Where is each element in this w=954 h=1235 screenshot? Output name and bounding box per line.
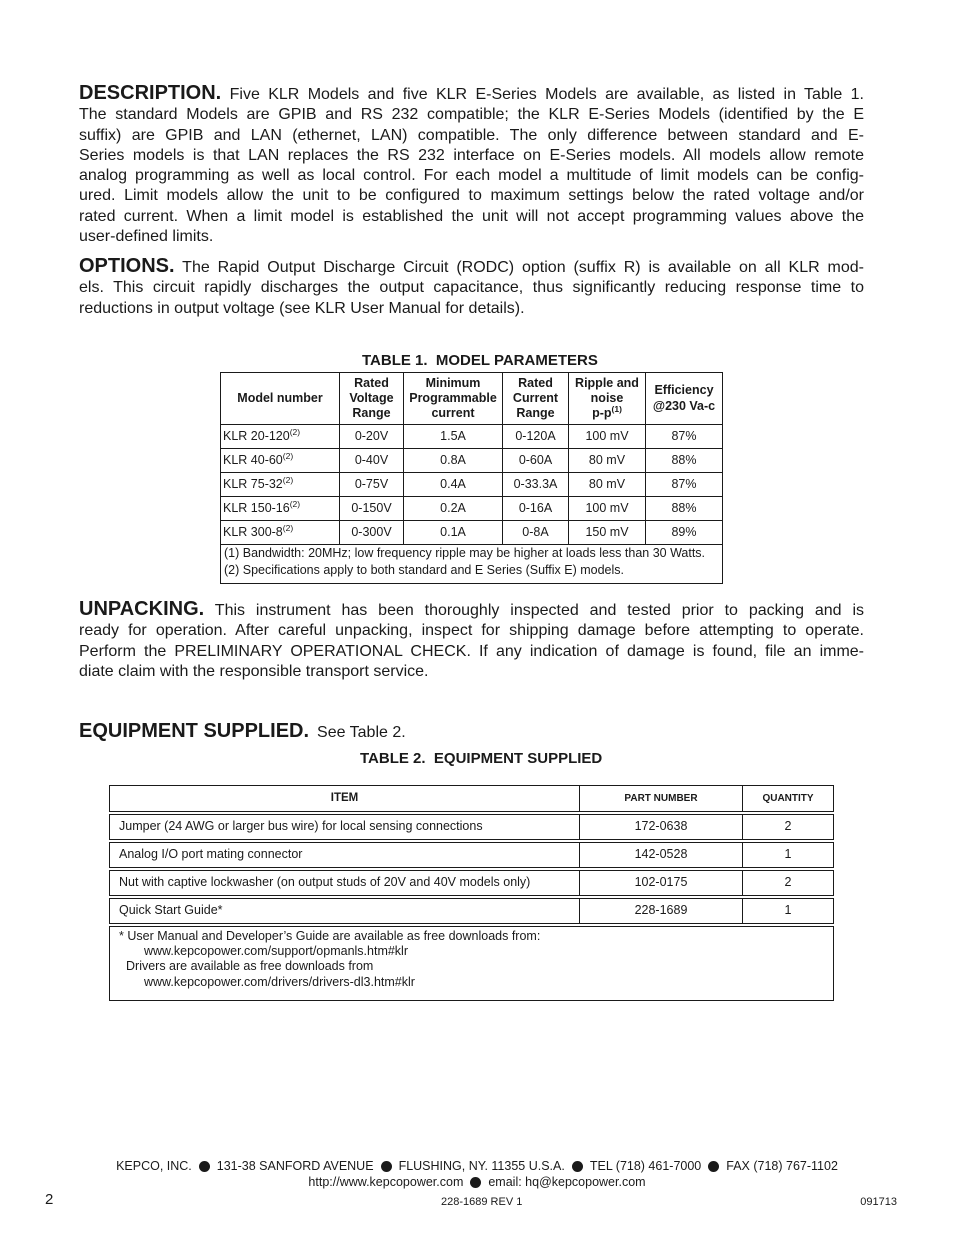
table-row <box>221 425 723 449</box>
bullet-separator-icon <box>470 1177 481 1188</box>
table-row <box>221 449 723 473</box>
rated-voltage-cell: 0-150V <box>340 497 404 521</box>
rated-current-cell: 0-16A <box>503 497 569 521</box>
quantity-cell: 2 <box>743 813 834 841</box>
header-rated-current <box>503 373 569 425</box>
footnote-ref: (2) <box>282 451 294 461</box>
header-rated-voltage <box>340 373 404 425</box>
model-number: KLR 75-32 <box>223 477 283 491</box>
header-line: Rated <box>518 375 553 390</box>
header-line: Efficiency <box>654 383 714 398</box>
unpacking-text: This instrument has been thoroughly inspected and tested prior to packing and is <box>214 602 865 619</box>
table-row <box>110 897 834 925</box>
part-number-cell: 142-0528 <box>580 841 743 869</box>
header-line: Voltage <box>349 390 394 405</box>
header-min-programmable-current <box>404 373 503 425</box>
table2-title: TABLE 2. EQUIPMENT SUPPLIED <box>360 750 603 767</box>
model-number: KLR 150-16 <box>223 501 290 515</box>
header-line: @230 Va-c <box>652 398 716 413</box>
description-line: Series models is that LAN replaces the RS 232 interface on E-Series models. All models allow remote <box>79 146 864 164</box>
table-header-row <box>110 786 834 813</box>
rated-current-cell: 0-33.3A <box>503 473 569 497</box>
equipment-section <box>79 720 406 743</box>
footnote-line: (1) Bandwidth: 20MHz; low frequency ripple may be higher at loads less than 30 Watts. <box>224 546 706 560</box>
email: email: hq@kepcopower.com <box>488 1175 646 1189</box>
ripple-cell: 100 mV <box>569 497 646 521</box>
header-line: current <box>431 406 475 421</box>
model-number-cell <box>221 521 340 545</box>
unpacking-line <box>79 598 865 621</box>
header-ripple-unit: p-p <box>592 406 612 421</box>
description-line <box>79 82 865 105</box>
description-line: The standard Models are GPIB and RS 232 compatible; the KLR E-Series Models (identified by the E <box>79 106 864 124</box>
min-current-cell: 1.5A <box>404 425 503 449</box>
website: http://www.kepcopower.com <box>308 1175 464 1189</box>
efficiency-cell: 87% <box>646 425 723 449</box>
header-line <box>569 406 645 421</box>
header-line: Minimum <box>425 375 481 390</box>
equipment-text: See Table 2. <box>317 724 406 741</box>
bullet-separator-icon <box>708 1161 719 1172</box>
item-cell: Nut with captive lockwasher (on output studs of 20V and 40V models only) <box>110 869 580 897</box>
min-current-cell: 0.4A <box>404 473 503 497</box>
city-address: FLUSHING, NY. 11355 U.S.A. <box>398 1159 565 1173</box>
header-line: Programmable <box>409 390 497 405</box>
ripple-cell: 150 mV <box>569 521 646 545</box>
table-row <box>110 813 834 841</box>
equipment-heading: EQUIPMENT SUPPLIED. <box>79 720 310 742</box>
download-url: www.kepcopower.com/drivers/drivers-dl3.htm#klr <box>144 974 415 989</box>
options-section <box>79 255 864 319</box>
unpacking-line: diate claim with the responsible transport service. <box>79 662 429 680</box>
ripple-cell: 80 mV <box>569 449 646 473</box>
header-ripple-noise <box>569 373 646 425</box>
options-line <box>79 255 864 278</box>
header-efficiency <box>646 373 723 425</box>
table-header-row <box>221 373 723 425</box>
description-section <box>79 82 865 247</box>
part-number-cell: 172-0638 <box>580 813 743 841</box>
table-row <box>221 521 723 545</box>
header-line: noise <box>590 390 624 405</box>
model-parameters-table <box>220 372 723 584</box>
quantity-cell: 1 <box>743 841 834 869</box>
description-line: rated current. When a limit model is established the unit will not accept programming values above the <box>79 207 864 225</box>
table-row <box>110 869 834 897</box>
rated-current-cell: 0-120A <box>503 425 569 449</box>
options-heading: OPTIONS. <box>79 255 175 277</box>
footer-address <box>0 1158 954 1174</box>
header-model-number: Model number <box>221 373 340 425</box>
model-number: KLR 20-120 <box>223 429 290 443</box>
header-line: Rated <box>354 375 389 390</box>
rated-voltage-cell: 0-40V <box>340 449 404 473</box>
street-address: 131-38 SANFORD AVENUE <box>216 1159 374 1173</box>
footnote-line: Drivers are available as free downloads from <box>126 959 374 974</box>
table-row <box>221 497 723 521</box>
unpacking-line: Perform the PRELIMINARY OPERATIONAL CHECK. If any indication of damage is found, file an imme- <box>79 642 864 660</box>
rated-voltage-cell: 0-20V <box>340 425 404 449</box>
efficiency-cell: 88% <box>646 449 723 473</box>
model-number-cell <box>221 473 340 497</box>
ripple-cell: 80 mV <box>569 473 646 497</box>
header-line: Range <box>352 406 391 421</box>
rated-voltage-cell: 0-75V <box>340 473 404 497</box>
date-code: 091713 <box>860 1196 897 1208</box>
description-line: user-defined limits. <box>79 228 214 246</box>
efficiency-cell: 89% <box>646 521 723 545</box>
document-number: 228-1689 REV 1 <box>441 1196 523 1208</box>
table-footnote-row <box>110 925 834 1001</box>
footnote-ref: (2) <box>282 475 294 485</box>
bullet-separator-icon <box>572 1161 583 1172</box>
download-url: www.kepcopower.com/support/opmanls.htm#klr <box>144 943 409 958</box>
table-footnotes <box>221 545 723 584</box>
header-line: Ripple and <box>575 375 639 390</box>
part-number-cell: 228-1689 <box>580 897 743 925</box>
header-line: Current <box>512 390 559 405</box>
rated-current-cell: 0-60A <box>503 449 569 473</box>
model-number: KLR 300-8 <box>223 525 283 539</box>
bullet-separator-icon <box>381 1161 392 1172</box>
table-footnotes <box>110 925 834 1001</box>
min-current-cell: 0.1A <box>404 521 503 545</box>
description-text: Five KLR Models and five KLR E-Series Models are available, as listed in Table 1. <box>229 86 865 103</box>
model-number-cell <box>221 425 340 449</box>
footnote-ref: (2) <box>289 499 301 509</box>
page-number: 2 <box>45 1191 54 1208</box>
unpacking-line: ready for operation. After careful unpacking, inspect for shipping damage before attempting to operate. <box>79 622 864 640</box>
options-line: els. This circuit rapidly discharges the output capacitance, thus significantly reducing response time to <box>79 279 864 297</box>
description-heading: DESCRIPTION. <box>79 82 222 104</box>
table-row <box>110 841 834 869</box>
model-number: KLR 40-60 <box>223 453 283 467</box>
footnote-line: (2) Specifications apply to both standard and E Series (Suffix E) models. <box>224 562 624 577</box>
description-line: ured. Limit models allow the unit to be configured to maximum settings below the rated voltage and/or <box>79 187 864 205</box>
unpacking-heading: UNPACKING. <box>79 598 205 620</box>
rated-current-cell: 0-8A <box>503 521 569 545</box>
footer-web <box>0 1174 954 1190</box>
model-number-cell <box>221 449 340 473</box>
footnote-ref: (2) <box>289 427 301 437</box>
fax: FAX (718) 767-1102 <box>726 1159 838 1173</box>
bullet-separator-icon <box>199 1161 210 1172</box>
min-current-cell: 0.8A <box>404 449 503 473</box>
table-row <box>221 473 723 497</box>
rated-voltage-cell: 0-300V <box>340 521 404 545</box>
unpacking-section <box>79 598 865 682</box>
header-line: Range <box>516 406 555 421</box>
header-item: ITEM <box>110 786 580 813</box>
options-line: reductions in output voltage (see KLR User Manual for details). <box>79 299 525 317</box>
model-number-cell <box>221 497 340 521</box>
part-number-cell: 102-0175 <box>580 869 743 897</box>
item-cell: Jumper (24 AWG or larger bus wire) for local sensing connections <box>110 813 580 841</box>
quantity-cell: 1 <box>743 897 834 925</box>
telephone: TEL (718) 461-7000 <box>589 1159 702 1173</box>
options-text: The Rapid Output Discharge Circuit (RODC) option (suffix R) is available on all KLR mod- <box>182 259 864 276</box>
description-line: suffix) are GPIB and LAN (ethernet, LAN) compatible. The only difference between standard and E- <box>79 126 864 144</box>
table1-title: TABLE 1. MODEL PARAMETERS <box>362 352 598 369</box>
efficiency-cell: 87% <box>646 473 723 497</box>
header-quantity: QUANTITY <box>743 786 834 813</box>
footnote-line: * User Manual and Developer’s Guide are available as free downloads from: <box>119 928 541 943</box>
header-part-number: PART NUMBER <box>580 786 743 813</box>
item-cell: Analog I/O port mating connector <box>110 841 580 869</box>
quantity-cell: 2 <box>743 869 834 897</box>
item-cell: Quick Start Guide* <box>110 897 580 925</box>
min-current-cell: 0.2A <box>404 497 503 521</box>
description-line: analog programming as well as local control. For each model a multitude of limit models can be config- <box>79 167 864 185</box>
footnote-ref: (1) <box>611 404 622 415</box>
ripple-cell: 100 mV <box>569 425 646 449</box>
equipment-supplied-table <box>109 785 834 1001</box>
efficiency-cell: 88% <box>646 497 723 521</box>
footnote-ref: (2) <box>282 523 294 533</box>
company-name: KEPCO, INC. <box>116 1159 192 1173</box>
table-footnote-row <box>221 545 723 584</box>
